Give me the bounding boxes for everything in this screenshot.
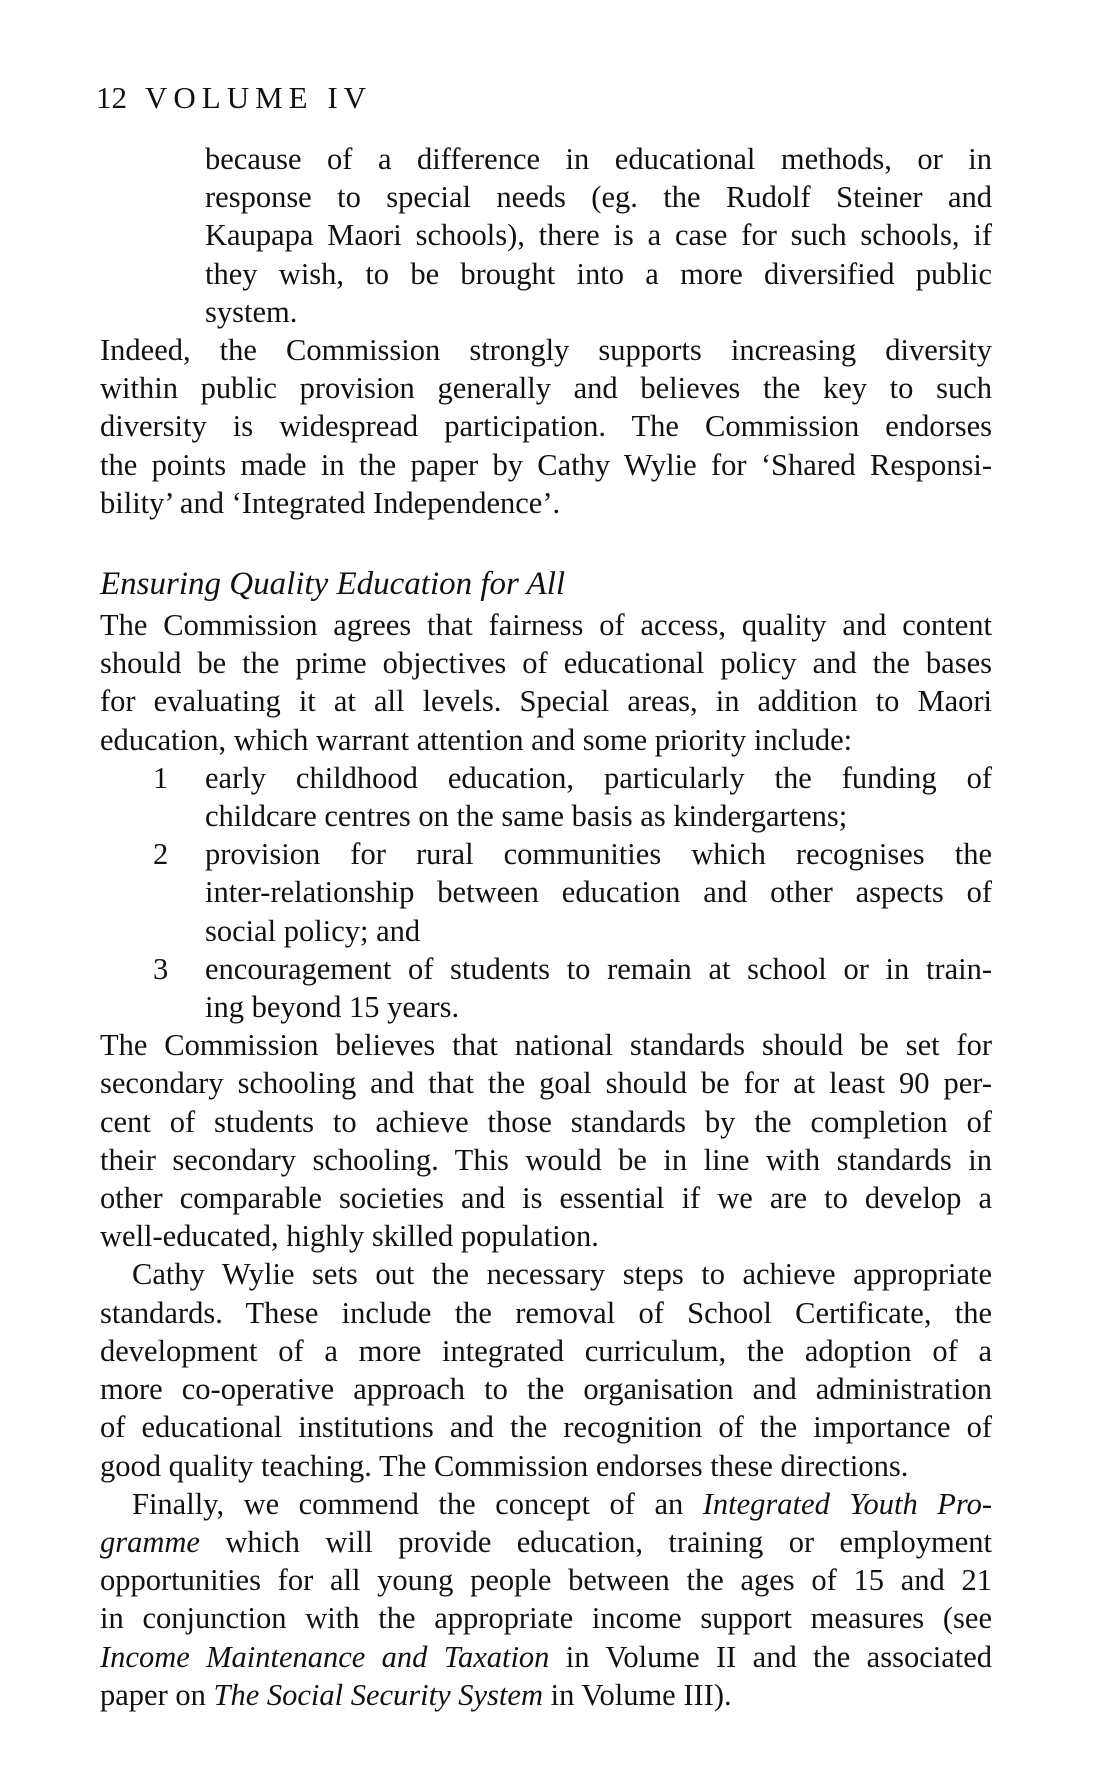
list-item [153, 950, 992, 1026]
italic-title: The Social Security System [213, 1677, 543, 1712]
running-head [96, 78, 372, 118]
text-line: social policy; and [205, 913, 421, 948]
text-line: early childhood education, particularly the funding of [205, 760, 992, 795]
paragraph-youth-programme [100, 1485, 992, 1714]
text-line: their secondary schooling. This would be in line with standards in [100, 1142, 992, 1177]
text-line [100, 1523, 992, 1561]
list-item [153, 759, 992, 835]
text-line: diversity is widespread participation. The Commission endorses [100, 409, 992, 444]
running-title: VOLUME IV [145, 80, 373, 115]
list-item [153, 835, 992, 950]
text-line: for evaluating it at all levels. Special areas, in addition to Maori [100, 684, 992, 719]
italic-title: Income Maintenance and Taxation [100, 1639, 550, 1674]
text-line: encouragement of students to remain at school or in train- [205, 951, 992, 986]
italic-title: gramme [100, 1524, 200, 1559]
text-line: development of a more integrated curriculum, the adoption of a [100, 1333, 992, 1368]
paragraph-standards [100, 1026, 992, 1255]
list-number: 1 [153, 760, 169, 795]
block-quote [205, 140, 992, 331]
text-line: other comparable societies and is essential if we are to develop a [100, 1181, 992, 1216]
text-line: more co-operative approach to the organisation and administration [100, 1372, 992, 1407]
paragraph-objectives [100, 606, 992, 759]
text-line: should be the prime objectives of educational policy and the bases [100, 646, 992, 681]
page-number: 12 [96, 80, 127, 115]
text-line: The Commission agrees that fairness of access, quality and content [100, 608, 992, 643]
text-line: secondary schooling and that the goal should be for at least 90 per- [100, 1066, 992, 1101]
list-number: 2 [153, 837, 169, 872]
text-line: childcare centres on the same basis as kindergartens; [205, 799, 848, 834]
text-line: system. [205, 294, 298, 329]
text-line: within public provision generally and believes the key to such [100, 371, 992, 406]
text-line: bility’ and ‘Integrated Independence’. [100, 485, 561, 520]
body-text [100, 140, 992, 1714]
text-run: which will provide education, training or employment [199, 1524, 992, 1559]
text-line: in conjunction with the appropriate income support measures (see [100, 1601, 992, 1636]
text-line: cent of students to achieve those standards by the completion of [100, 1104, 992, 1139]
text-run: in Volume II and the associated [549, 1639, 993, 1674]
text-run: in Volume III). [542, 1677, 732, 1712]
text-line: education, which warrant attention and some priority include: [100, 722, 853, 757]
italic-title: Integrated Youth Pro- [702, 1486, 992, 1521]
text-line: because of a difference in educational methods, or in [205, 142, 992, 176]
section-heading: Ensuring Quality Education for All [100, 566, 566, 603]
text-line [100, 1638, 992, 1676]
text-line: they wish, to be brought into a more diversified public [205, 256, 992, 291]
text-run: Finally, we commend the concept of an [132, 1486, 703, 1521]
text-line: Indeed, the Commission strongly supports increasing diversity [100, 333, 992, 368]
text-line: ing beyond 15 years. [205, 990, 460, 1025]
text-line: The Commission believes that national standards should be set for [100, 1028, 992, 1063]
text-line: standards. These include the removal of School Certificate, the [100, 1295, 992, 1330]
list-number: 3 [153, 951, 169, 986]
text-line [100, 1485, 992, 1523]
text-line [100, 1676, 992, 1714]
text-line: Cathy Wylie sets out the necessary steps to achieve appropriate [132, 1257, 992, 1292]
text-line: response to special needs (eg. the Rudolf Steiner and [205, 180, 992, 215]
paragraph-wylie-steps [100, 1255, 992, 1484]
text-line: of educational institutions and the recognition of the importance of [100, 1410, 992, 1445]
text-line: provision for rural communities which recognises the [205, 837, 992, 872]
text-line: the points made in the paper by Cathy Wylie for ‘Shared Responsi- [100, 447, 992, 482]
text-line: good quality teaching. The Commission endorses these directions. [100, 1448, 909, 1483]
paragraph-diversity [100, 331, 992, 522]
text-line: well-educated, highly skilled population. [100, 1219, 599, 1254]
text-run: paper on [100, 1677, 214, 1712]
text-line: opportunities for all young people between the ages of 15 and 21 [100, 1563, 992, 1598]
text-line: inter-relationship between education and other aspects of [205, 875, 992, 910]
text-line: Kaupapa Maori schools), there is a case for such schools, if [205, 218, 992, 253]
